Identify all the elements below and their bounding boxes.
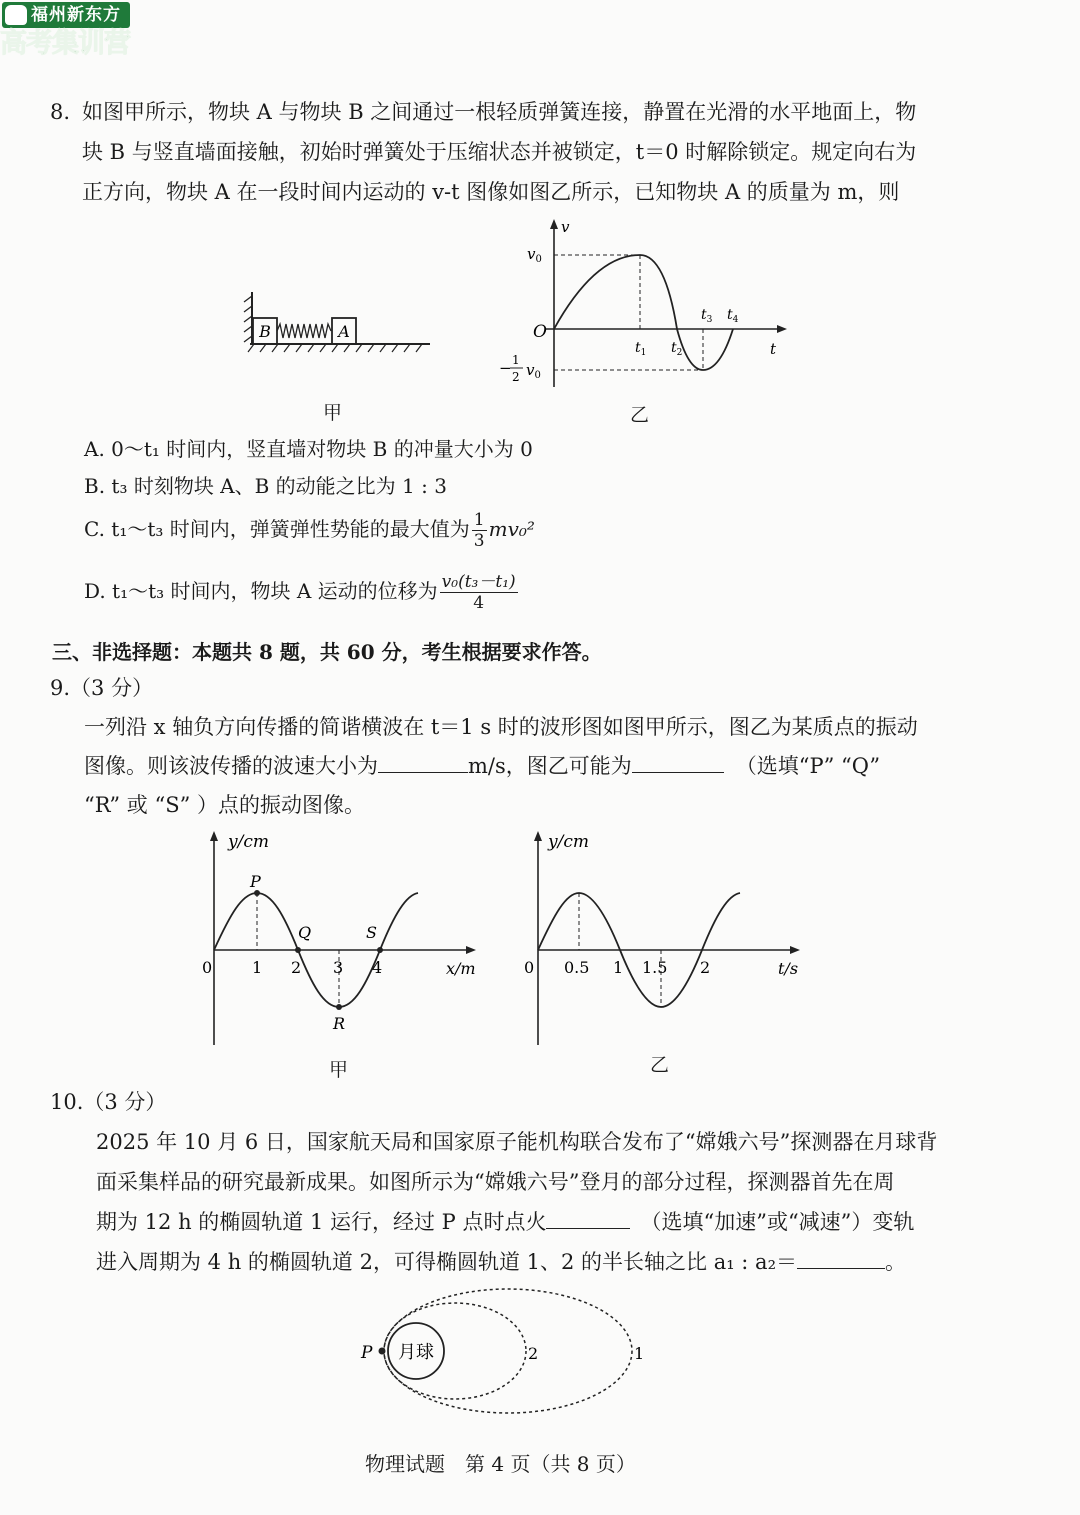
q8-option-a: A. 0～t₁ 时间内，竖直墙对物块 B 的冲量大小为 0 [84, 437, 533, 461]
tick-2: 2 [291, 958, 302, 977]
axis-ratio-blank[interactable] [797, 1244, 885, 1269]
q8-option-d [84, 572, 520, 613]
label-q: Q [298, 923, 312, 942]
tick-1-5: 1.5 [642, 958, 668, 977]
y-axis-label: y/cm [548, 832, 589, 852]
neg-v0-label: $v_0$ [526, 361, 541, 381]
label-s: S [366, 923, 377, 942]
t2-label: $t_2$ [671, 340, 683, 358]
v0-label: $v_0$ [527, 245, 542, 265]
q9-fig-jia-waveform [190, 825, 490, 1055]
section-3-heading: 三、非选择题：本题共 8 题，共 60 分，考生根据要求作答。 [52, 640, 602, 664]
q8-fig-yi-vt-graph [495, 215, 795, 400]
x-axis-label: x/m [446, 959, 476, 978]
t-axis-label: t [770, 340, 777, 358]
q8-line1: 如图甲所示，物块 A 与物块 B 之间通过一根轻质弹簧连接，静置在光滑的水平地面上，物 [82, 100, 917, 124]
neg-v0-sign: − [499, 359, 512, 377]
q9-fig-jia-caption: 甲 [329, 1059, 349, 1081]
q10-line4 [96, 1242, 906, 1282]
tick-4: 4 [372, 958, 383, 977]
wall [244, 292, 252, 344]
t-axis-arrow [777, 325, 787, 333]
q8-option-c-expr: mv₀² [488, 517, 535, 541]
q8-fig-yi-caption: 乙 [630, 404, 650, 426]
fraction-displacement: $\frac{\text{v₀(t₃－t₁)}}{4}$ [441, 572, 516, 613]
q10-line3-text-a: 期为 12 h 的椭圆轨道 1 运行，经过 P 点时点火 [96, 1210, 547, 1234]
point-s [377, 947, 383, 953]
t1-label: $t_1$ [635, 340, 647, 358]
q9-fig-yi-caption: 乙 [650, 1054, 670, 1076]
tick-0: 0 [202, 958, 213, 977]
y-axis-arrow [210, 831, 218, 841]
q9-line3: “R” 或 “S” ）点的振动图像。 [84, 793, 366, 817]
logo-line2: 高考集训营 [0, 28, 130, 59]
tick-0: 0 [524, 958, 535, 977]
q10-orbit-figure [355, 1280, 655, 1420]
q8-line3: 正方向，物块 A 在一段时间内运动的 v-t 图像如图乙所示，已知物块 A 的质量为 m，则 [82, 180, 900, 204]
tick-0-5: 0.5 [564, 958, 590, 977]
q8-fig-jia [240, 280, 440, 360]
fraction-one-third: $\frac{1}{3}$ [473, 510, 485, 551]
y-axis-label: y/cm [228, 832, 269, 852]
origin-label: O [533, 322, 547, 342]
q9-line1: 一列沿 x 轴负方向传播的简谐横波在 t＝1 s 时的波形图如图甲所示，图乙为某质点的振动 [84, 715, 918, 739]
logo-line1: 福州新东方 [31, 5, 121, 25]
t-axis-arrow [790, 946, 800, 954]
t3-label: $t_3$ [701, 307, 713, 325]
neg-v0-num: 1 [512, 353, 520, 367]
q9-number: 9.（3 分） [50, 676, 154, 700]
neg-v0-den: 2 [512, 370, 520, 384]
tick-3: 3 [333, 958, 344, 977]
q10-line4-text-b: 。 [885, 1250, 906, 1274]
q10-line3 [96, 1202, 914, 1242]
q8-line2: 块 B 与竖直墙面接触，初始时弹簧处于压缩状态并被锁定，t＝0 时解除锁定。规定向右为 [82, 140, 917, 164]
label-p: P [250, 872, 261, 891]
q10-number: 10.（3 分） [50, 1090, 167, 1114]
label-orbit-2: 2 [528, 1344, 539, 1363]
point-p [379, 1348, 386, 1355]
q9-line2-text-c: （选填“P” “Q” [735, 754, 881, 778]
q8-option-d-text: D. t₁～t₃ 时间内，物块 A 运动的位移为 [84, 579, 438, 603]
block-a-label: A [338, 322, 350, 341]
q10-line3-text-b: （选填“加速”或“减速”）变轨 [640, 1210, 915, 1234]
label-orbit-1: 1 [634, 1344, 645, 1363]
ignition-choice-blank[interactable] [546, 1204, 630, 1229]
x-axis-arrow [466, 946, 476, 954]
q8-fig-jia-caption: 甲 [323, 402, 343, 424]
point-choice-blank[interactable] [632, 748, 724, 773]
logo-top-bar [2, 2, 130, 28]
v-axis-arrow [550, 219, 558, 229]
point-r [336, 1004, 342, 1010]
q9-line2-text-b: m/s，图乙可能为 [468, 754, 632, 778]
tick-1: 1 [252, 958, 263, 977]
spring [277, 324, 331, 338]
point-q [295, 947, 301, 953]
watermark-logo [0, 0, 132, 62]
t-axis-label: t/s [778, 959, 799, 978]
q9-line2 [84, 746, 880, 786]
wave-speed-blank[interactable] [378, 748, 468, 773]
label-p: P [361, 1343, 373, 1363]
q10-line1: 2025 年 10 月 6 日，国家航天局和国家原子能机构联合发布了“嫦娥六号”探测器在月球背 [96, 1130, 938, 1154]
tick-1: 1 [613, 958, 624, 977]
page-footer: 物理试题 第 4 页（共 8 页） [365, 1452, 636, 1476]
v-axis-label: v [561, 218, 570, 236]
q9-fig-yi-vibration [514, 825, 814, 1055]
moon-label: 月球 [398, 1342, 434, 1363]
q8-option-c [84, 510, 535, 551]
ground [248, 344, 430, 352]
q10-line2: 面采集样品的研究最新成果。如图所示为“嫦娥六号”登月的部分过程，探测器首先在周 [96, 1170, 895, 1194]
label-r: R [333, 1014, 346, 1033]
cat-logo-icon [5, 5, 27, 25]
y-axis-arrow [534, 831, 542, 841]
tick-2: 2 [700, 958, 711, 977]
block-b-label: B [259, 322, 271, 341]
q9-line2-text-a: 图像。则该波传播的波速大小为 [84, 754, 378, 778]
q10-line4-text-a: 进入周期为 4 h 的椭圆轨道 2，可得椭圆轨道 1、2 的半长轴之比 a₁ : a₂＝ [96, 1250, 797, 1274]
t4-label: $t_4$ [727, 307, 739, 325]
q8-number: 8. [50, 100, 71, 124]
q8-option-c-text: C. t₁～t₃ 时间内，弹簧弹性势能的最大值为 [84, 517, 470, 541]
q8-option-b: B. t₃ 时刻物块 A、B 的动能之比为 1 : 3 [84, 474, 447, 498]
